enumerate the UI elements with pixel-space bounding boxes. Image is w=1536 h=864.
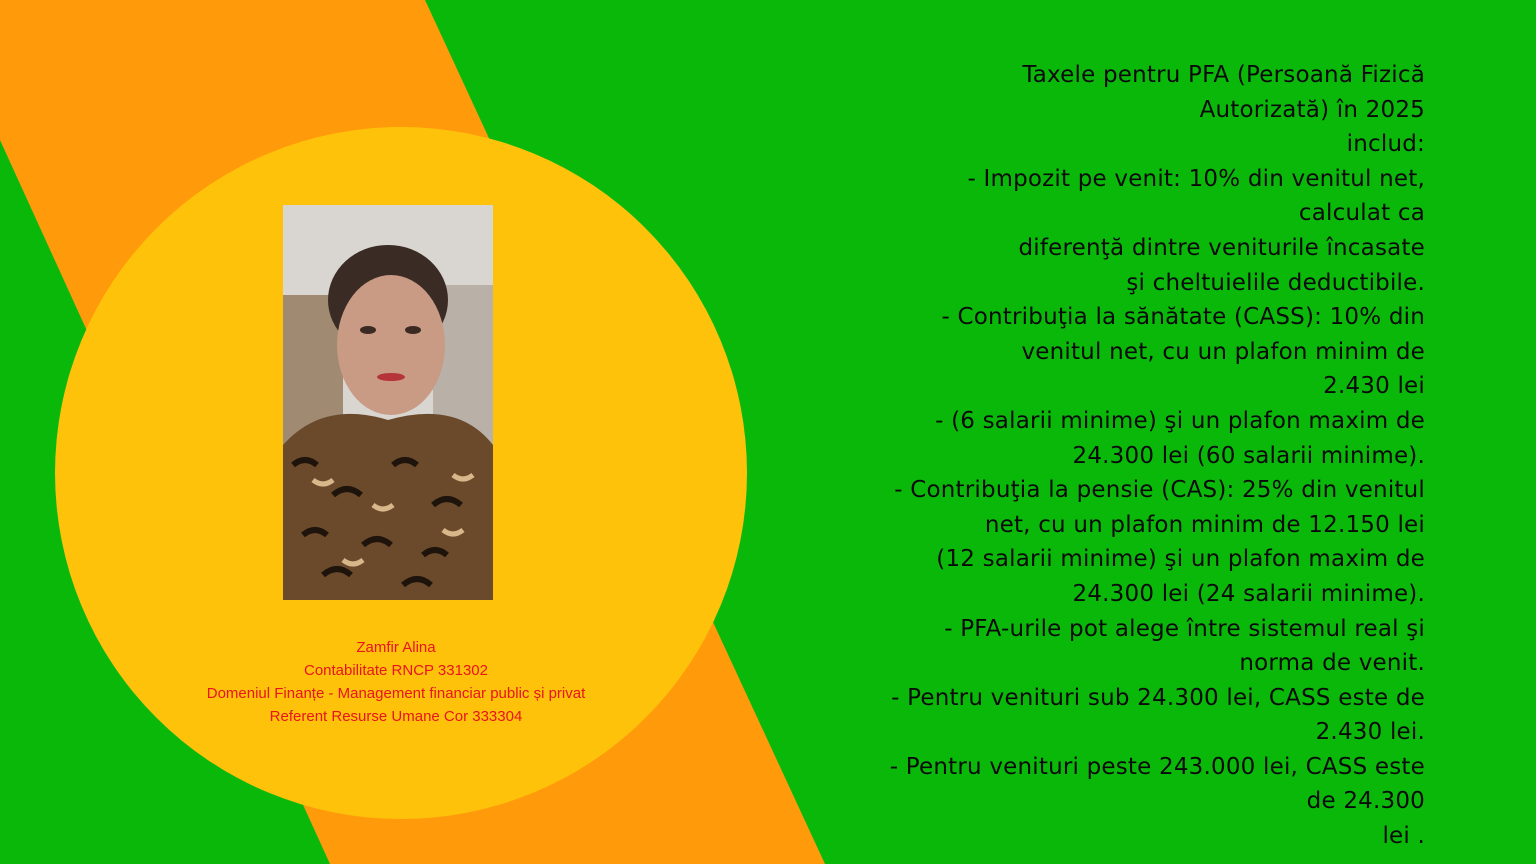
pfa-tax-info-text (740, 58, 1425, 854)
info-line: Autorizată) în 2025 (1199, 96, 1425, 123)
info-line: 2.430 lei (1323, 373, 1425, 400)
info-line: - (6 salarii minime) şi un plafon maxim de (935, 407, 1425, 434)
info-line: calculat ca (1298, 200, 1425, 227)
info-line: 2.430 lei. (1315, 719, 1425, 746)
author-role: Referent Resurse Umane Cor 333304 (269, 708, 523, 725)
info-line: norma de venit. (1239, 650, 1425, 677)
author-name: Zamfir Alina (356, 639, 436, 656)
info-line: - Contribuţia la sănătate (CASS): 10% din (941, 304, 1425, 331)
info-line: (12 salarii minime) şi un plafon maxim de (936, 546, 1425, 573)
author-qualification: Contabilitate RNCP 331302 (303, 662, 488, 679)
info-line: - Impozit pe venit: 10% din venitul net, (967, 165, 1425, 192)
author-domain: Domeniul Finanțe - Management financiar public și privat (206, 685, 586, 702)
info-line: diferenţă dintre veniturile încasate (1018, 234, 1425, 261)
info-line: 24.300 lei (60 salarii minime). (1072, 442, 1425, 469)
info-line: Taxele pentru PFA (Persoană Fizică (1022, 62, 1425, 88)
info-line: includ: (1346, 131, 1425, 158)
author-caption (140, 636, 652, 728)
info-line: - Pentru venituri sub 24.300 lei, CASS este de (891, 684, 1425, 711)
info-line: venitul net, cu un plafon minim de (1021, 338, 1425, 365)
info-line: lei . (1382, 823, 1425, 850)
info-line: 24.300 lei (24 salarii minime). (1072, 580, 1425, 607)
info-line: de 24.300 (1306, 788, 1425, 815)
info-line: net, cu un plafon minim de 12.150 lei (984, 511, 1425, 538)
portrait-photo (283, 205, 493, 600)
info-line: - PFA-urile pot alege între sistemul real şi (944, 615, 1425, 642)
info-line: - Contribuţia la pensie (CAS): 25% din venitul (894, 477, 1425, 504)
info-line: şi cheltuielile deductibile. (1126, 269, 1425, 296)
info-line: - Pentru venituri peste 243.000 lei, CASS este (889, 753, 1425, 780)
